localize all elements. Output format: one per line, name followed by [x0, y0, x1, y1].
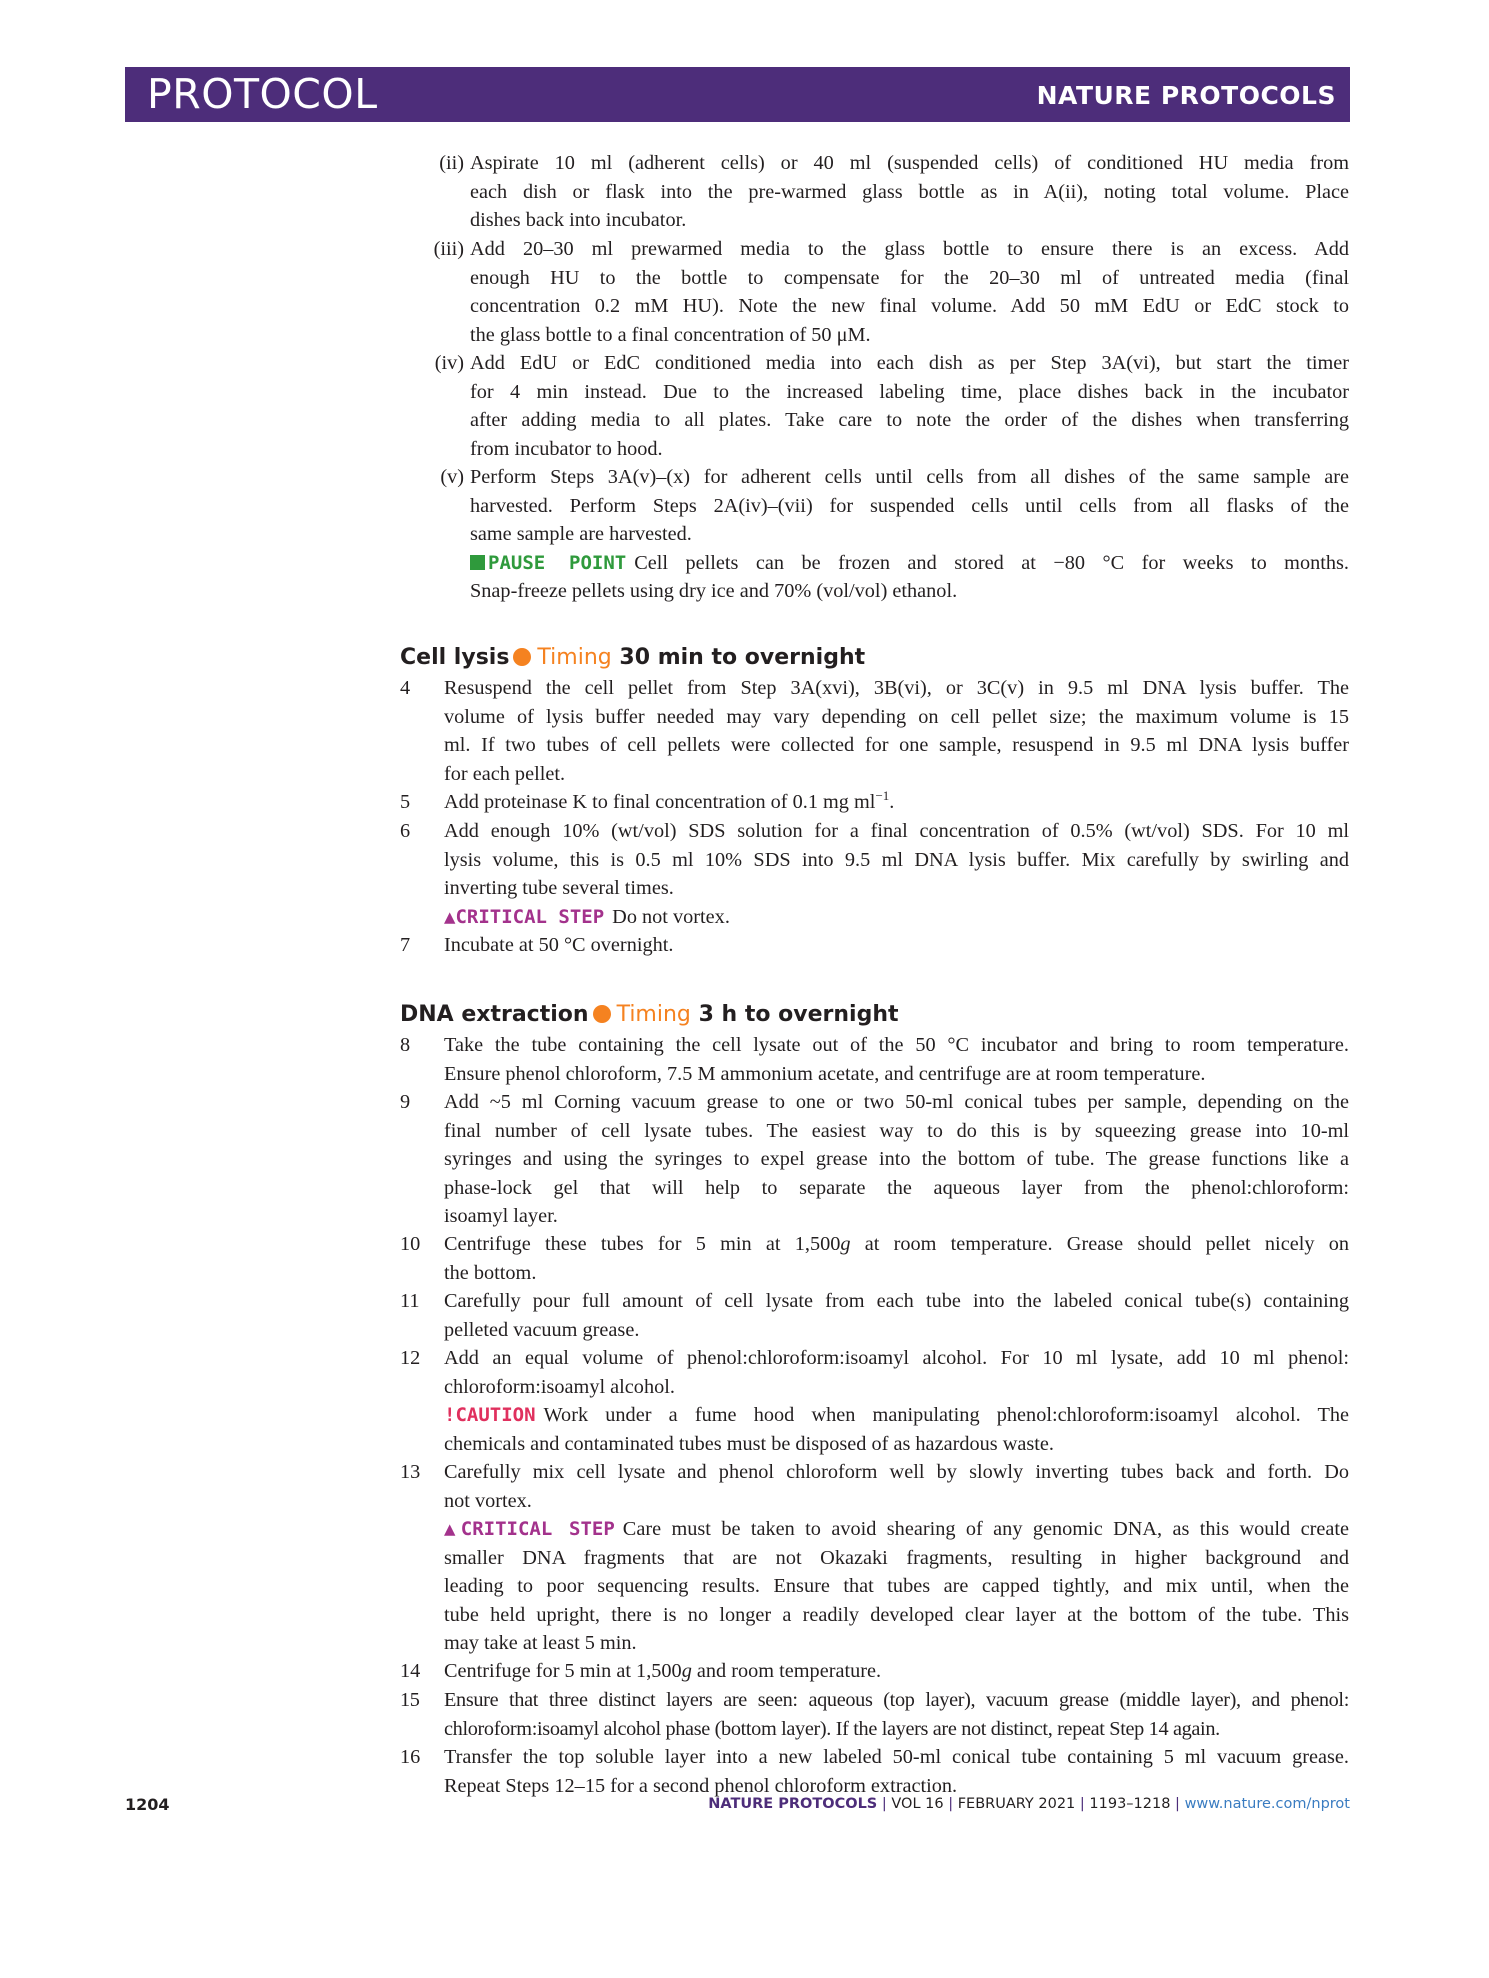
pause-point-icon	[470, 555, 485, 570]
text-line: Transfer the top soluble layer into a new labeled 50-ml conical tube containing 5 ml vacuum grease.	[444, 1746, 1349, 1768]
step-5	[400, 788, 1349, 817]
footer-url-link[interactable]: www.nature.com/nprot	[1184, 1796, 1350, 1812]
timing-label: Timing	[616, 1002, 691, 1027]
step-number: 4	[400, 677, 411, 699]
pause-point-note	[470, 549, 1349, 578]
pause-point-label: PAUSE POINT	[488, 551, 627, 574]
substep-iii	[433, 235, 1349, 349]
text-line: Centrifuge these tubes for 5 min at 1,500g at room temperature. Grease should pellet nicely on	[444, 1233, 1349, 1255]
text-line: Take the tube containing the cell lysate out of the 50 °C incubator and bring to room temperature.	[444, 1034, 1349, 1056]
text-line: leading to poor sequencing results. Ensure that tubes are capped tightly, and mix until, when the	[444, 1575, 1349, 1597]
text-line: after adding media to all plates. Take care to note the order of the dishes when transferring	[470, 409, 1349, 431]
section-label: PROTOCOL	[147, 70, 378, 118]
critical-step-text: Do not vortex.	[612, 905, 730, 928]
step-14	[400, 1657, 1349, 1686]
text-line: for each pellet.	[444, 762, 566, 785]
text-line	[444, 788, 1349, 817]
text-line: final number of cell lysate tubes. The easiest way to do this is by squeezing grease into 10-ml	[444, 1119, 1349, 1142]
caution-label: !CAUTION	[444, 1404, 536, 1426]
substep-number: (ii)	[439, 152, 464, 174]
timing-value: 30 min to overnight	[619, 645, 866, 670]
footer-date: FEBRUARY 2021	[957, 1796, 1076, 1812]
section-title: Cell lysis	[400, 645, 510, 670]
text-line: harvested. Perform Steps 2A(iv)–(vii) for suspended cells until cells from all flasks of the	[470, 494, 1349, 517]
step-6	[400, 817, 1349, 931]
footer-citation: NATURE PROTOCOLS | VOL 16 | FEBRUARY 2021 | 1193–1218 | www.nature.com/nprot	[708, 1796, 1350, 1812]
substep-number: (iv)	[434, 352, 464, 374]
text-line: from incubator to hood.	[470, 437, 663, 460]
text-line: smaller DNA fragments that are not Okazaki fragments, resulting in higher background and	[444, 1546, 1349, 1569]
step-number: 12	[400, 1347, 421, 1369]
text-line: for 4 min instead. Due to the increased labeling time, place dishes back in the incubator	[470, 380, 1349, 403]
caution-text: Work under a fume hood when manipulating phenol:chloroform:isoamyl alcohol. The	[543, 1404, 1349, 1426]
text-line: the bottom.	[444, 1261, 537, 1284]
text-line: chloroform:isoamyl alcohol phase (bottom layer). If the layers are not distinct, repeat Step 14 again.	[444, 1717, 1220, 1740]
step-7	[400, 931, 1349, 960]
text-line: syringes and using the syringes to expel grease into the bottom of tube. The grease functions like a	[444, 1148, 1349, 1170]
pause-point-text: Cell pellets can be frozen and stored at −80 °C for weeks to months.	[634, 551, 1349, 574]
text-line: chloroform:isoamyl alcohol.	[444, 1375, 675, 1398]
text-line: Ensure that three distinct layers are seen: aqueous (top layer), vacuum grease (middle layer), and phenol:	[444, 1689, 1349, 1711]
footer-pages: 1193–1218	[1089, 1796, 1171, 1812]
step-number: 8	[400, 1034, 411, 1056]
text-line: Resuspend the cell pellet from Step 3A(xvi), 3B(vi), or 3C(v) in 9.5 ml DNA lysis buffer. The	[444, 677, 1349, 699]
text-line: tube held upright, there is no longer a readily developed clear layer at the bottom of the tube. This	[444, 1603, 1349, 1626]
critical-step-text: Care must be taken to avoid shearing of any genomic DNA, as this would create	[622, 1518, 1349, 1540]
step-16	[400, 1743, 1349, 1800]
step-number: 15	[400, 1689, 420, 1711]
substep-number: (v)	[440, 466, 464, 488]
text-line: Incubate at 50 °C overnight.	[444, 934, 674, 956]
critical-step-label: ▲CRITICAL STEP	[444, 1518, 615, 1540]
substep-v	[440, 463, 1349, 606]
text-line: Add EdU or EdC conditioned media into each dish as per Step 3A(vi), but start the timer	[470, 352, 1349, 374]
text-line: Aspirate 10 ml (adherent cells) or 40 ml (suspended cells) of conditioned HU media from	[470, 152, 1349, 174]
text-line: Centrifuge for 5 min at 1,500g and room temperature.	[444, 1660, 882, 1682]
substep-iv	[434, 349, 1349, 463]
section-heading-dna-extraction	[400, 1001, 899, 1029]
warning-triangle-icon: ▲	[444, 1518, 461, 1540]
text-line: lysis volume, this is 0.5 ml 10% SDS into 9.5 ml DNA lysis buffer. Mix carefully by swirling and	[444, 848, 1349, 871]
critical-step-note	[444, 903, 1349, 932]
superscript: −1	[875, 788, 890, 804]
text-line: Carefully mix cell lysate and phenol chloroform well by slowly inverting tubes back and forth. Do	[444, 1461, 1349, 1483]
substep-number: (iii)	[433, 238, 464, 260]
step-number: 10	[400, 1233, 421, 1255]
text-line: Add an equal volume of phenol:chloroform:isoamyl alcohol. For 10 ml lysate, add 10 ml phenol:	[444, 1347, 1349, 1369]
critical-step-note	[444, 1515, 1349, 1544]
step-number: 7	[400, 934, 411, 956]
text-line: Add 20–30 ml prewarmed media to the glass bottle to ensure there is an excess. Add	[470, 238, 1349, 260]
text-line: volume of lysis buffer needed may vary depending on cell pellet size; the maximum volume is 15	[444, 705, 1349, 728]
text-line: same sample are harvested.	[470, 523, 692, 545]
step-13	[400, 1458, 1349, 1658]
text-line: Ensure phenol chloroform, 7.5 M ammonium acetate, and centrifuge are at room temperature.	[444, 1062, 1206, 1085]
text-line: inverting tube several times.	[444, 877, 674, 899]
substep-ii	[439, 149, 1349, 235]
text-line: Snap-freeze pellets using dry ice and 70% (vol/vol) ethanol.	[470, 580, 958, 602]
text-line: Add enough 10% (wt/vol) SDS solution for a final concentration of 0.5% (wt/vol) SDS. For 10 ml	[444, 820, 1349, 842]
text-line: ml. If two tubes of cell pellets were collected for one sample, resuspend in 9.5 ml DNA lysis buffer	[444, 734, 1349, 756]
journal-label: NATURE PROTOCOLS	[1036, 81, 1336, 110]
step-number: 13	[400, 1461, 421, 1483]
step-number: 5	[400, 791, 411, 813]
text-line: not vortex.	[444, 1489, 532, 1512]
footer-journal: NATURE PROTOCOLS	[708, 1796, 878, 1812]
exclamation-icon: !	[444, 1404, 456, 1426]
step-11	[400, 1287, 1349, 1344]
section-title: DNA extraction	[400, 1002, 589, 1027]
step-12	[400, 1344, 1349, 1458]
step-9	[400, 1088, 1349, 1231]
step-15	[400, 1686, 1349, 1743]
timing-label: Timing	[537, 645, 612, 670]
step-number: 16	[400, 1746, 421, 1768]
text-line: phase-lock gel that will help to separate the aqueous layer from the phenol:chloroform:	[444, 1176, 1349, 1199]
step-number: 9	[400, 1091, 411, 1113]
text-line: chemicals and contaminated tubes must be disposed of as hazardous waste.	[444, 1432, 1054, 1455]
text-line: Add ~5 ml Corning vacuum grease to one or two 50-ml conical tubes per sample, depending on the	[444, 1091, 1349, 1113]
footer-volume: VOL 16	[891, 1796, 944, 1812]
text-line: the glass bottle to a final concentration of 50 μM.	[470, 323, 871, 346]
warning-triangle-icon: ▲	[444, 905, 456, 928]
step-4	[400, 674, 1349, 788]
section-heading-cell-lysis	[400, 644, 865, 672]
text-line: Perform Steps 3A(v)–(x) for adherent cells until cells from all dishes of the same sample are	[470, 466, 1349, 488]
text-line: concentration 0.2 mM HU). Note the new final volume. Add 50 mM EdU or EdC stock to	[470, 295, 1349, 317]
text-line: enough HU to the bottle to compensate for the 20–30 ml of untreated media (final	[470, 266, 1349, 289]
text-line: dishes back into incubator.	[470, 209, 687, 231]
header-banner	[125, 67, 1350, 122]
step-number: 11	[400, 1290, 420, 1312]
step-8	[400, 1031, 1349, 1088]
step-10	[400, 1230, 1349, 1287]
timing-dot-icon	[513, 648, 531, 666]
step-text: Add proteinase K to final concentration of 0.1 mg ml	[444, 791, 876, 813]
step-text-end: .	[889, 791, 895, 813]
page-number: 1204	[125, 1795, 170, 1814]
text-line: isoamyl layer.	[444, 1205, 558, 1227]
text-line: Repeat Steps 12–15 for a second phenol chloroform extraction.	[444, 1774, 958, 1797]
text-line: each dish or flask into the pre-warmed glass bottle as in A(ii), noting total volume. Place	[470, 180, 1349, 203]
timing-dot-icon	[593, 1005, 611, 1023]
critical-step-label: ▲CRITICAL STEP	[444, 905, 605, 928]
caution-note	[444, 1401, 1349, 1430]
step-number: 14	[400, 1660, 421, 1682]
timing-value: 3 h to overnight	[698, 1002, 899, 1027]
text-line: Carefully pour full amount of cell lysate from each tube into the labeled conical tube(s) containing	[444, 1290, 1349, 1312]
text-line: pelleted vacuum grease.	[444, 1318, 640, 1341]
text-line: may take at least 5 min.	[444, 1632, 637, 1654]
step-number: 6	[400, 820, 411, 842]
